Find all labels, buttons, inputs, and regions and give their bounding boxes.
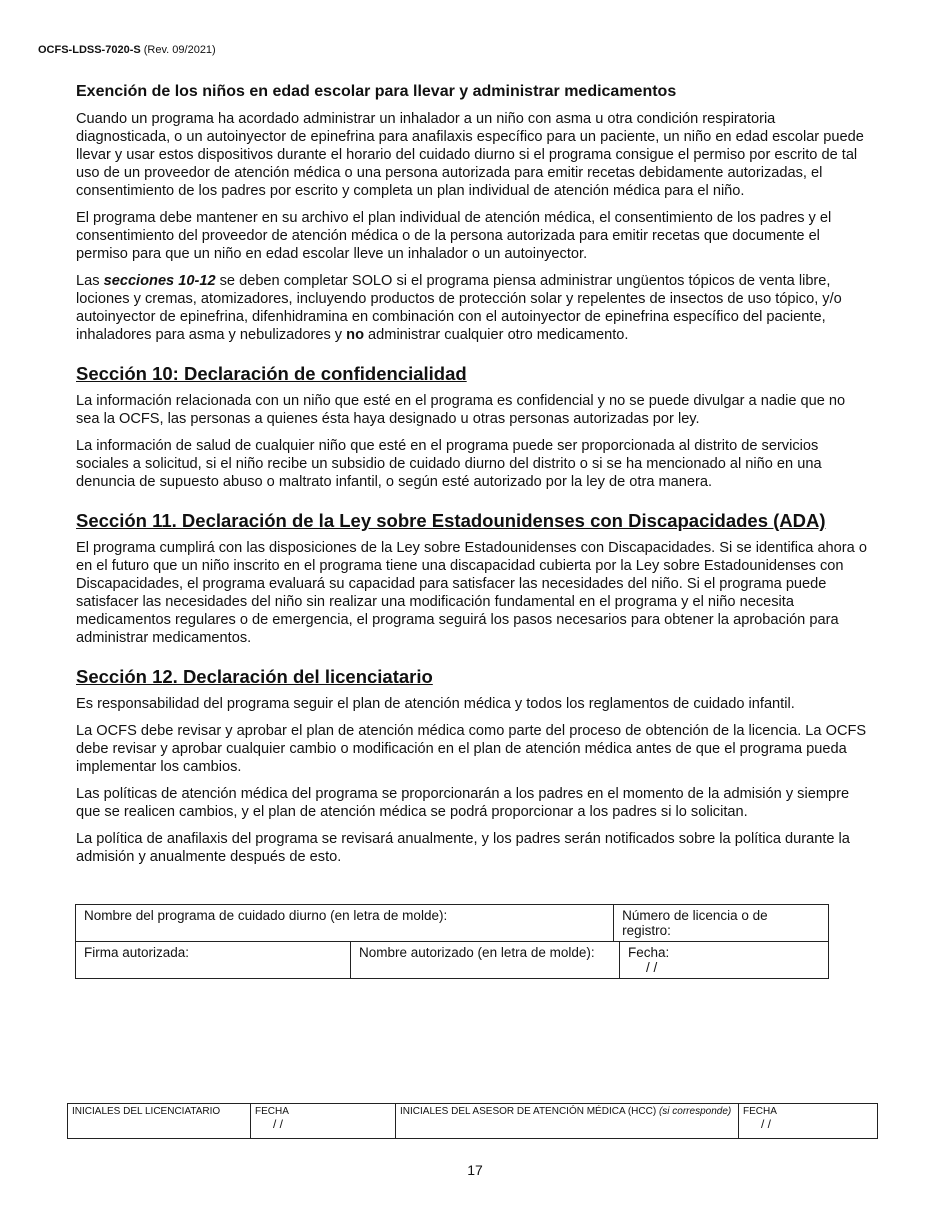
section-12-paragraph-2: La OCFS debe revisar y aprobar el plan de atención médica como parte del proceso de obtención de la licencia. La OCFS debe revisar y aprobar cualquier cambio o modificación en el plan de atención médica antes de que el programa pueda implementar los cambios. — [76, 723, 867, 775]
form-code: OCFS-LDSS-7020-S — [38, 44, 141, 56]
p3-no: no — [346, 327, 364, 343]
section-12-title: Sección 12. Declaración del licenciatario — [76, 666, 433, 687]
form-revision: (Rev. 09/2021) — [143, 44, 216, 56]
hcc-date-field[interactable] — [739, 1104, 878, 1139]
licensee-initials-field[interactable] — [68, 1104, 251, 1139]
authorized-signature-field[interactable] — [76, 942, 351, 979]
hcc-initials-field[interactable] — [396, 1104, 739, 1139]
licensee-date-field[interactable] — [251, 1104, 396, 1139]
authorized-signature-label: Firma autorizada: — [84, 945, 190, 960]
section-11-paragraph-1: El programa cumplirá con las disposiciones de la Ley sobre Estadounidenses con Discapacidades. Si se identifica ahora o en el futuro que un niño inscrito en el programa tiene una discapacidad cubierta por la Ley sobre Estadounidenses con Discapacidades, el programa evaluará su capacidad para satisfacer las necesidades del niño. Si el programa puede satisfacer las necesidades del niño sin realizar una modificación fundamental en el programa y el niño necesita medicamentos regulares o de emergencia, el programa seguirá los pasos necesarios para obtener la aprobación para administrar medicamentos. — [76, 540, 867, 646]
hcc-initials-label: INICIALES DEL ASESOR DE ATENCIÓN MÉDICA (HCC) — [400, 1106, 657, 1117]
date-slashes: / / — [646, 960, 658, 975]
signature-table — [75, 904, 829, 979]
program-name-label: Nombre del programa de cuidado diurno (en letra de molde): — [84, 908, 448, 923]
section-10-title: Sección 10: Declaración de confidencialidad — [76, 363, 467, 384]
hcc-note: (si corresponde) — [658, 1106, 732, 1117]
exemption-title: Exención de los niños en edad escolar para llevar y administrar medicamentos — [76, 83, 677, 100]
section-10-paragraph-2: La información de salud de cualquier niño que esté en el programa puede ser proporcionada al distrito de servicios sociales a solicitud, si el niño recibe un subsidio de cuidado diurno del distrito o si se ha mencionado al niño en una denuncia de supuesto abuso o maltrato infantil, o según esté autorizado por la ley de otra manera. — [76, 438, 822, 490]
exemption-paragraph-1: Cuando un programa ha acordado administrar un inhalador a un niño con asma u otra condición respiratoria diagnosticada, o un autoinyector de epinefrina para anafilaxis específico para un paciente, un niño en edad escolar puede llevar y usar estos dispositivos durante el horario del cuidado diurno si el programa consigue el permiso por escrito de tal uso de un proveedor de atención médica o una persona autorizada para emitir recetas debidamente autorizadas, el consentimiento de los padres por escrito y completa un plan individual de atención médica para el niño. — [76, 111, 864, 199]
section-12-paragraph-1: Es responsabilidad del programa seguir el plan de atención médica y todos los reglamentos de cuidado infantil. — [76, 696, 795, 712]
section-11-title: Sección 11. Declaración de la Ley sobre Estadounidenses con Discapacidades (ADA) — [76, 510, 826, 531]
licensee-initials-label: INICIALES DEL LICENCIATARIO — [72, 1106, 221, 1117]
date-label: Fecha: — [628, 945, 670, 960]
section-12-paragraph-4: La política de anafilaxis del programa se revisará anualmente, y los padres serán notificados sobre la política durante la admisión y anualmente después de esto. — [76, 831, 850, 865]
p3-prefix: Las — [76, 273, 104, 289]
license-number-field[interactable] — [614, 905, 829, 942]
main-content — [76, 82, 872, 875]
licensee-date-label: FECHA — [255, 1106, 289, 1117]
initials-table — [67, 1103, 878, 1139]
page-number: 17 — [467, 1162, 483, 1178]
exemption-paragraph-2: El programa debe mantener en su archivo el plan individual de atención médica, el consentimiento de los padres y el consentimiento del proveedor de atención médica o de la persona autorizada para emitir recetas que documente el permiso para que un niño en edad escolar lleve un inhalador o un autoinyector. — [76, 210, 832, 262]
licensee-date-slashes: / / — [273, 1117, 284, 1131]
license-number-label: Número de licencia o de registro: — [622, 908, 768, 938]
p3-middle: se deben completar SOLO si el programa piensa administrar ungüentos tópicos de venta libre, lociones y cremas, atomizadores, incluyendo productos de protección solar y repelentes de insectos de uso tópico, y/o autoinyector de epinefrina, difenhidramina en combinación con el autoinyector de epinefrina específico del paciente, inhaladores para asma y nebulizadores y — [76, 273, 842, 343]
printed-name-label: Nombre autorizado (en letra de molde): — [359, 945, 595, 960]
hcc-date-slashes: / / — [761, 1117, 772, 1131]
printed-name-field[interactable] — [351, 942, 620, 979]
date-field[interactable] — [620, 942, 829, 979]
p3-suffix: administrar cualquier otro medicamento. — [364, 327, 629, 343]
program-name-field[interactable] — [76, 905, 614, 942]
hcc-date-label: FECHA — [743, 1106, 777, 1117]
section-12-paragraph-3: Las políticas de atención médica del programa se proporcionarán a los padres en el momento de la admisión y siempre que se realicen cambios, y el plan de atención médica se podrá proporcionar a los padres si lo solicitan. — [76, 786, 850, 820]
section-10-paragraph-1: La información relacionada con un niño que esté en el programa es confidencial y no se puede divulgar a nadie que no sea la OCFS, las personas a quienes ésta haya designado u otras personas autorizadas por ley. — [76, 393, 846, 427]
p3-bold-sections: secciones 10-12 — [103, 273, 216, 289]
exemption-paragraph-3 — [76, 272, 872, 344]
form-identifier — [38, 44, 216, 56]
